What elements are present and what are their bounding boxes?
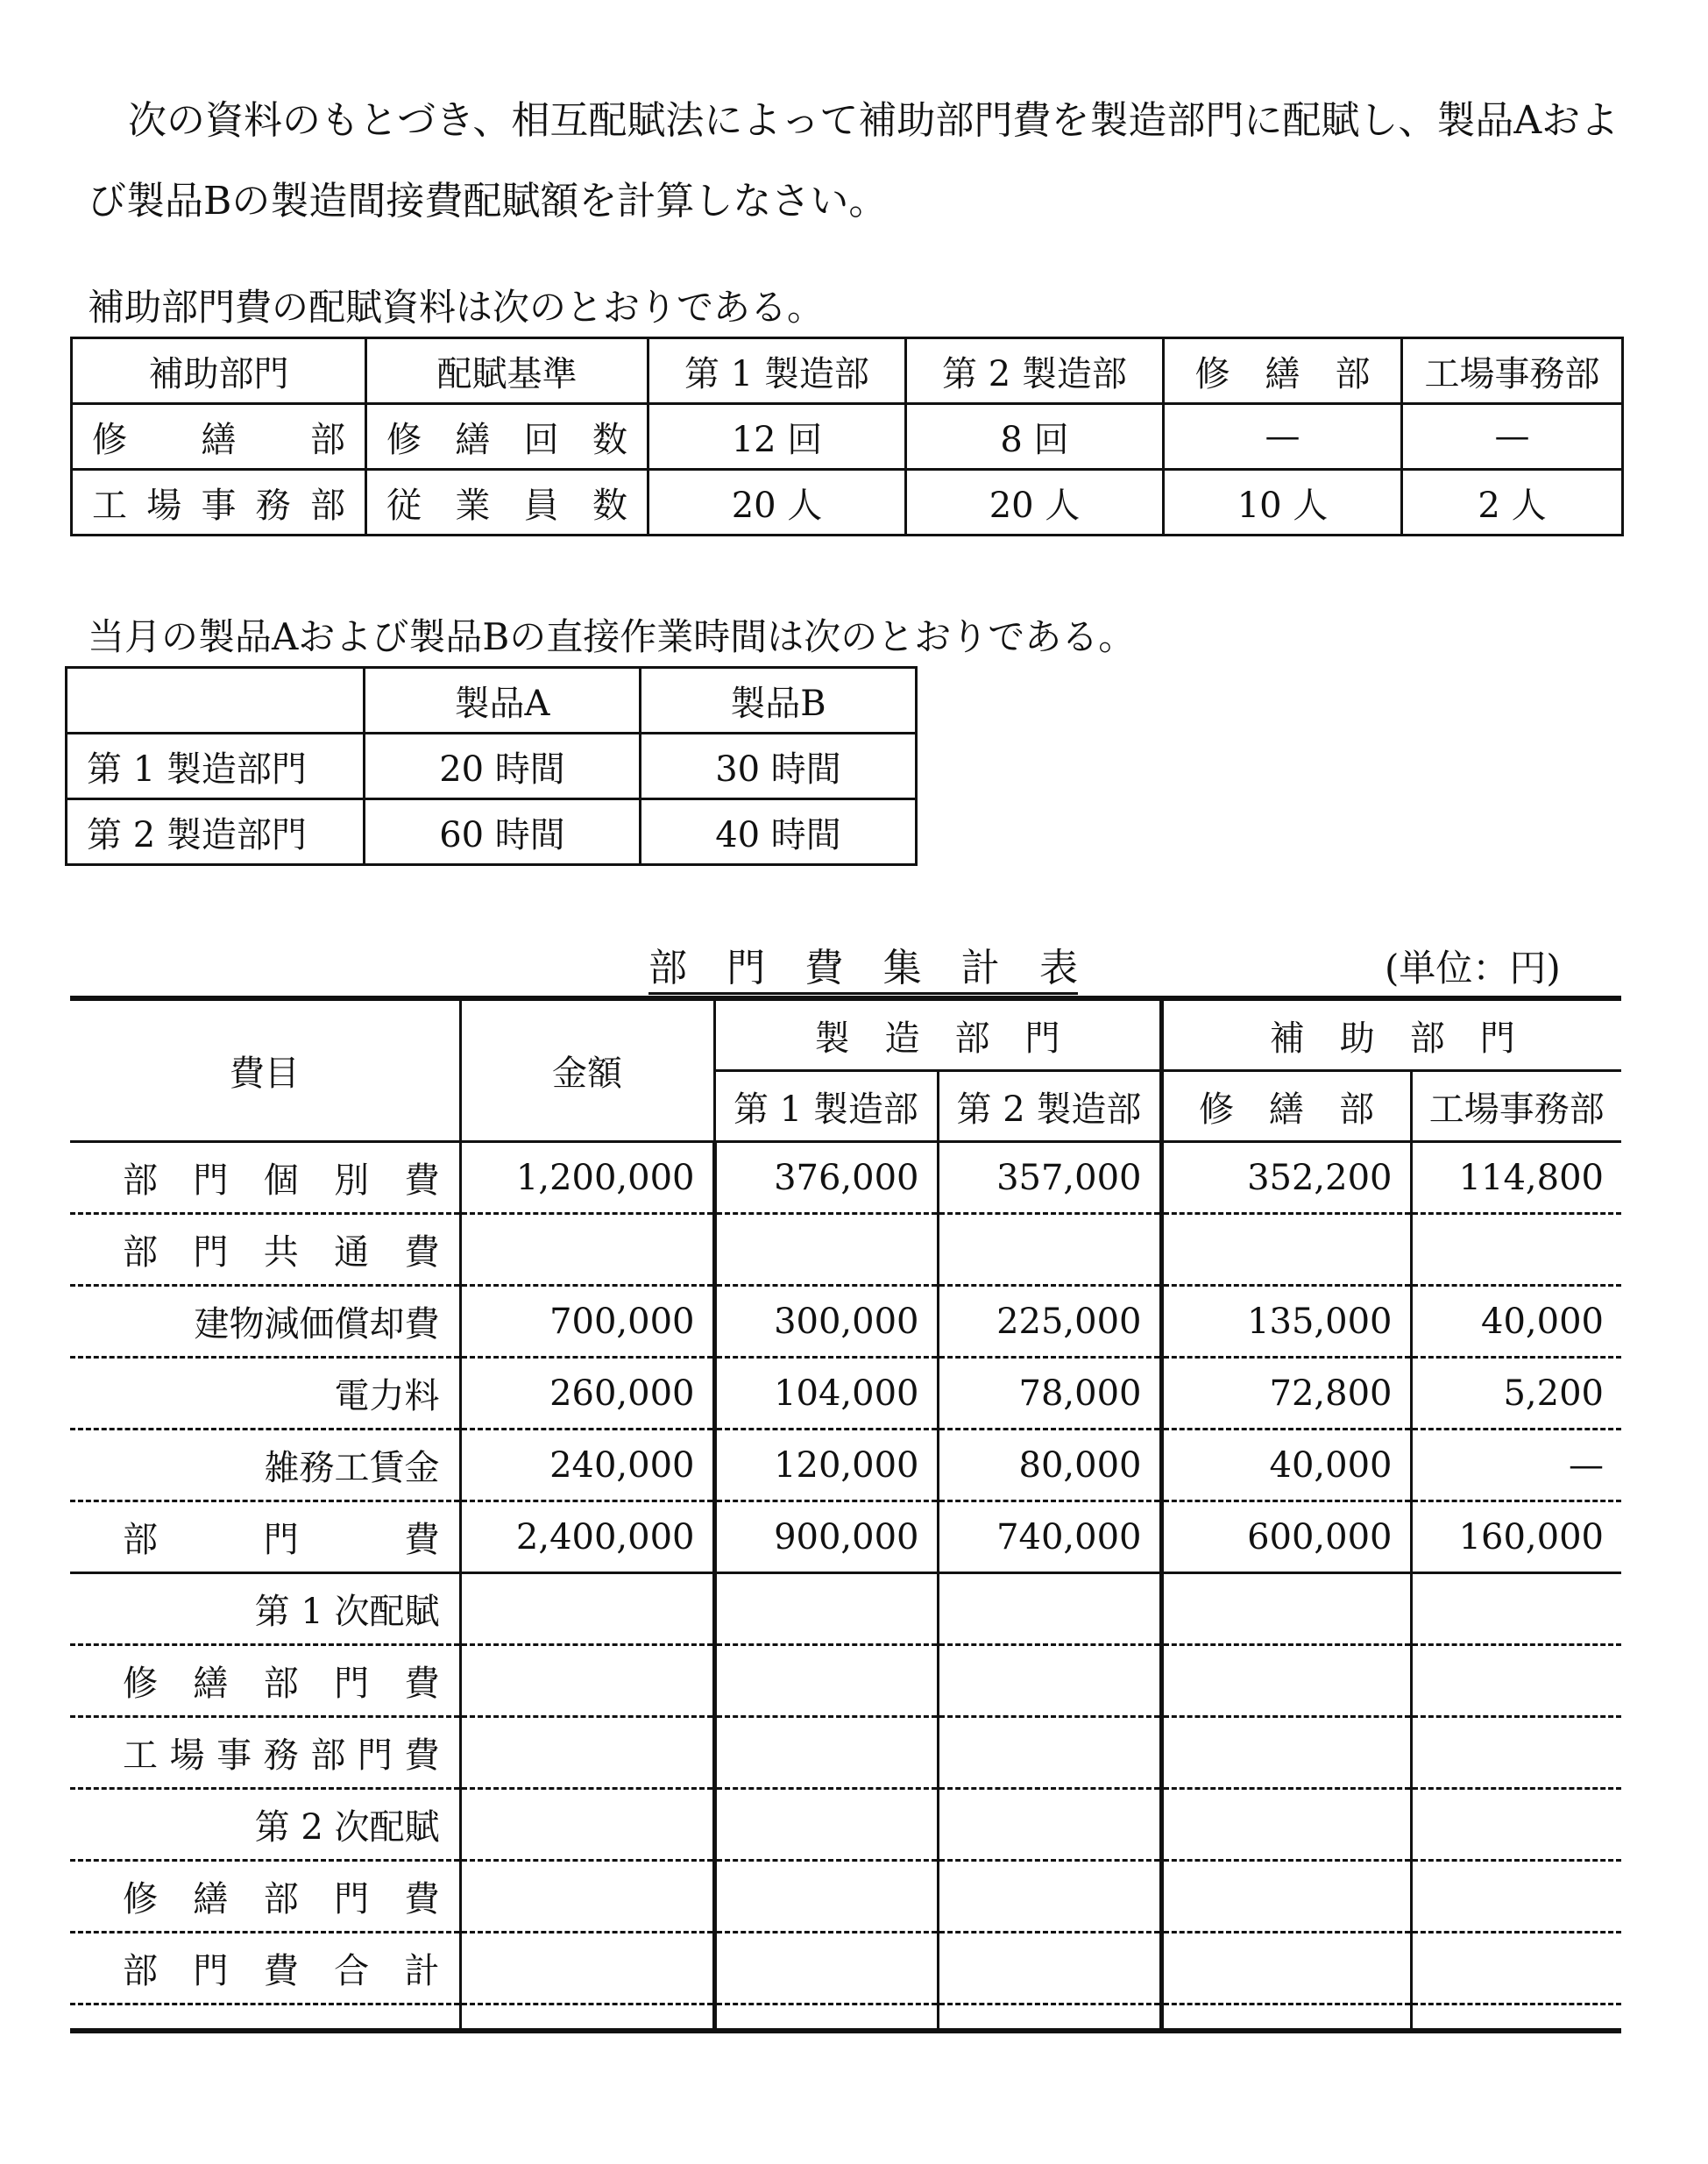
value-cell: 40,000 [1411, 1286, 1621, 1358]
table-header-row [72, 338, 1623, 404]
value-cell: — [1402, 404, 1623, 470]
row-label: 部門共通費 [70, 1214, 460, 1286]
value-cell [938, 1573, 1161, 1645]
value-cell: 8 回 [906, 404, 1164, 470]
table-row [70, 1645, 1621, 1717]
row-label: 修繕部門費 [70, 1861, 460, 1933]
value-cell: 160,000 [1411, 1501, 1621, 1573]
value-cell: 30 時間 [641, 734, 917, 799]
tail-cell [1161, 2004, 1411, 2032]
table-row [67, 734, 917, 799]
value-cell: 240,000 [460, 1430, 714, 1501]
header-cell: 配賦基準 [366, 338, 648, 404]
value-cell [460, 1789, 714, 1861]
value-cell [1411, 1645, 1621, 1717]
row-label: 雑務工賃金 [70, 1430, 460, 1501]
value-cell [1161, 1717, 1411, 1789]
table-row [72, 470, 1623, 536]
value-cell: 60 時間 [365, 799, 641, 865]
table-row [70, 1214, 1621, 1286]
value-cell [1161, 1933, 1411, 2004]
row-label: 工場事務部門費 [70, 1717, 460, 1789]
header-cell: 第 2 製造部 [906, 338, 1164, 404]
value-cell [1161, 1214, 1411, 1286]
value-cell [714, 1214, 938, 1286]
value-cell [938, 1861, 1161, 1933]
row-label: 部門個別費 [70, 1142, 460, 1214]
row-label: 部門費 [70, 1501, 460, 1573]
allocation-basis-table [70, 337, 1624, 536]
header-aux-dept: 補 助 部 門 [1161, 998, 1621, 1071]
table-row [72, 404, 1623, 470]
value-cell: 78,000 [938, 1358, 1161, 1430]
value-cell [938, 1645, 1161, 1717]
value-cell [714, 1645, 938, 1717]
department-cost-summary-table [70, 996, 1621, 2033]
value-cell: 600,000 [1161, 1501, 1411, 1573]
value-cell: 72,800 [1161, 1358, 1411, 1430]
header-cell: 補助部門 [72, 338, 366, 404]
value-cell: 12 回 [648, 404, 906, 470]
direct-hours-table [65, 666, 918, 866]
header-mfg-dept: 製 造 部 門 [714, 998, 1161, 1071]
header-cell: 製品A [365, 668, 641, 734]
table-row [70, 1501, 1621, 1573]
table-row [70, 1142, 1621, 1214]
header-cell [67, 668, 365, 734]
header-cell: 第 1 製造部 [648, 338, 906, 404]
unit-label: (単位：円) [1385, 947, 1561, 990]
row-label: 第 2 次配賦 [70, 1789, 460, 1861]
value-cell: 1,200,000 [460, 1142, 714, 1214]
value-cell: 104,000 [714, 1358, 938, 1430]
header-office: 工場事務部 [1411, 1071, 1621, 1142]
header-mfg1: 第 1 製造部 [714, 1071, 938, 1142]
value-cell [938, 1933, 1161, 2004]
value-cell: 20 時間 [365, 734, 641, 799]
value-cell [1411, 1573, 1621, 1645]
table-header-row [70, 998, 1621, 1071]
table-row [70, 1933, 1621, 2004]
value-cell: — [1411, 1430, 1621, 1501]
alloc-caption: 補助部門費の配賦資料は次のとおりである。 [88, 286, 825, 329]
table-row [67, 799, 917, 865]
table-tail [70, 2004, 1621, 2032]
value-cell: 10 人 [1164, 470, 1402, 536]
header-cell: 工場事務部 [1402, 338, 1623, 404]
value-cell [1411, 1789, 1621, 1861]
value-cell [1161, 1789, 1411, 1861]
value-cell: — [1164, 404, 1402, 470]
basis-cell: 従業員数 [366, 470, 648, 536]
value-cell [714, 1573, 938, 1645]
value-cell [714, 1861, 938, 1933]
table-row [70, 1717, 1621, 1789]
value-cell [938, 1789, 1161, 1861]
row-label: 第 2 製造部門 [67, 799, 365, 865]
value-cell [460, 1717, 714, 1789]
row-label: 部門費合計 [70, 1933, 460, 2004]
value-cell [460, 1214, 714, 1286]
value-cell [714, 1789, 938, 1861]
value-cell [1161, 1861, 1411, 1933]
tail-cell [1411, 2004, 1621, 2032]
header-cell: 修 繕 部 [1164, 338, 1402, 404]
header-repair: 修 繕 部 [1161, 1071, 1411, 1142]
value-cell [1161, 1645, 1411, 1717]
value-cell [938, 1214, 1161, 1286]
value-cell: 80,000 [938, 1430, 1161, 1501]
table-row [70, 1430, 1621, 1501]
value-cell [1411, 1717, 1621, 1789]
tail-cell [70, 2004, 460, 2032]
value-cell: 352,200 [1161, 1142, 1411, 1214]
row-label: 第 1 製造部門 [67, 734, 365, 799]
value-cell: 225,000 [938, 1286, 1161, 1358]
value-cell: 300,000 [714, 1286, 938, 1358]
value-cell [714, 1933, 938, 2004]
value-cell [460, 1573, 714, 1645]
table-row [70, 1789, 1621, 1861]
value-cell: 740,000 [938, 1501, 1161, 1573]
value-cell: 900,000 [714, 1501, 938, 1573]
row-label: 修繕部 [72, 404, 366, 470]
value-cell: 20 人 [906, 470, 1164, 536]
table-row [70, 1573, 1621, 1645]
header-item: 費目 [70, 998, 460, 1142]
value-cell: 357,000 [938, 1142, 1161, 1214]
value-cell: 5,200 [1411, 1358, 1621, 1430]
value-cell [460, 1861, 714, 1933]
value-cell: 2,400,000 [460, 1501, 714, 1573]
value-cell [460, 1645, 714, 1717]
row-label: 建物減価償却費 [70, 1286, 460, 1358]
value-cell [1411, 1933, 1621, 2004]
value-cell [460, 1933, 714, 2004]
header-mfg2: 第 2 製造部 [938, 1071, 1161, 1142]
header-amount: 金額 [460, 998, 714, 1142]
table-header-row [67, 668, 917, 734]
table-row [70, 1358, 1621, 1430]
tail-cell [460, 2004, 714, 2032]
value-cell: 40 時間 [641, 799, 917, 865]
header-cell: 製品B [641, 668, 917, 734]
value-cell: 120,000 [714, 1430, 938, 1501]
value-cell: 114,800 [1411, 1142, 1621, 1214]
value-cell [1411, 1214, 1621, 1286]
table-row [70, 1861, 1621, 1933]
value-cell [1161, 1573, 1411, 1645]
hours-caption: 当月の製品Aおよび製品Bの直接作業時間は次のとおりである。 [88, 615, 1136, 658]
row-label: 修繕部門費 [70, 1645, 460, 1717]
row-label: 電力料 [70, 1358, 460, 1430]
value-cell: 2 人 [1402, 470, 1623, 536]
value-cell: 700,000 [460, 1286, 714, 1358]
table-row [70, 1286, 1621, 1358]
value-cell: 260,000 [460, 1358, 714, 1430]
value-cell [714, 1717, 938, 1789]
value-cell [1411, 1861, 1621, 1933]
value-cell: 20 人 [648, 470, 906, 536]
value-cell: 135,000 [1161, 1286, 1411, 1358]
tail-cell [938, 2004, 1161, 2032]
intro-text: 次の資料のもとづき、相互配賦法によって補助部門費を製造部門に配賦し、製品Aおよび製品Bの製造間接費配賦額を計算しなさい。 [88, 98, 1619, 223]
row-label: 工場事務部 [72, 470, 366, 536]
value-cell: 376,000 [714, 1142, 938, 1214]
row-label: 第 1 次配賦 [70, 1573, 460, 1645]
summary-table-title: 部門費集計表 [648, 945, 1078, 995]
tail-cell [714, 2004, 938, 2032]
value-cell: 40,000 [1161, 1430, 1411, 1501]
value-cell [938, 1717, 1161, 1789]
basis-cell: 修繕回数 [366, 404, 648, 470]
